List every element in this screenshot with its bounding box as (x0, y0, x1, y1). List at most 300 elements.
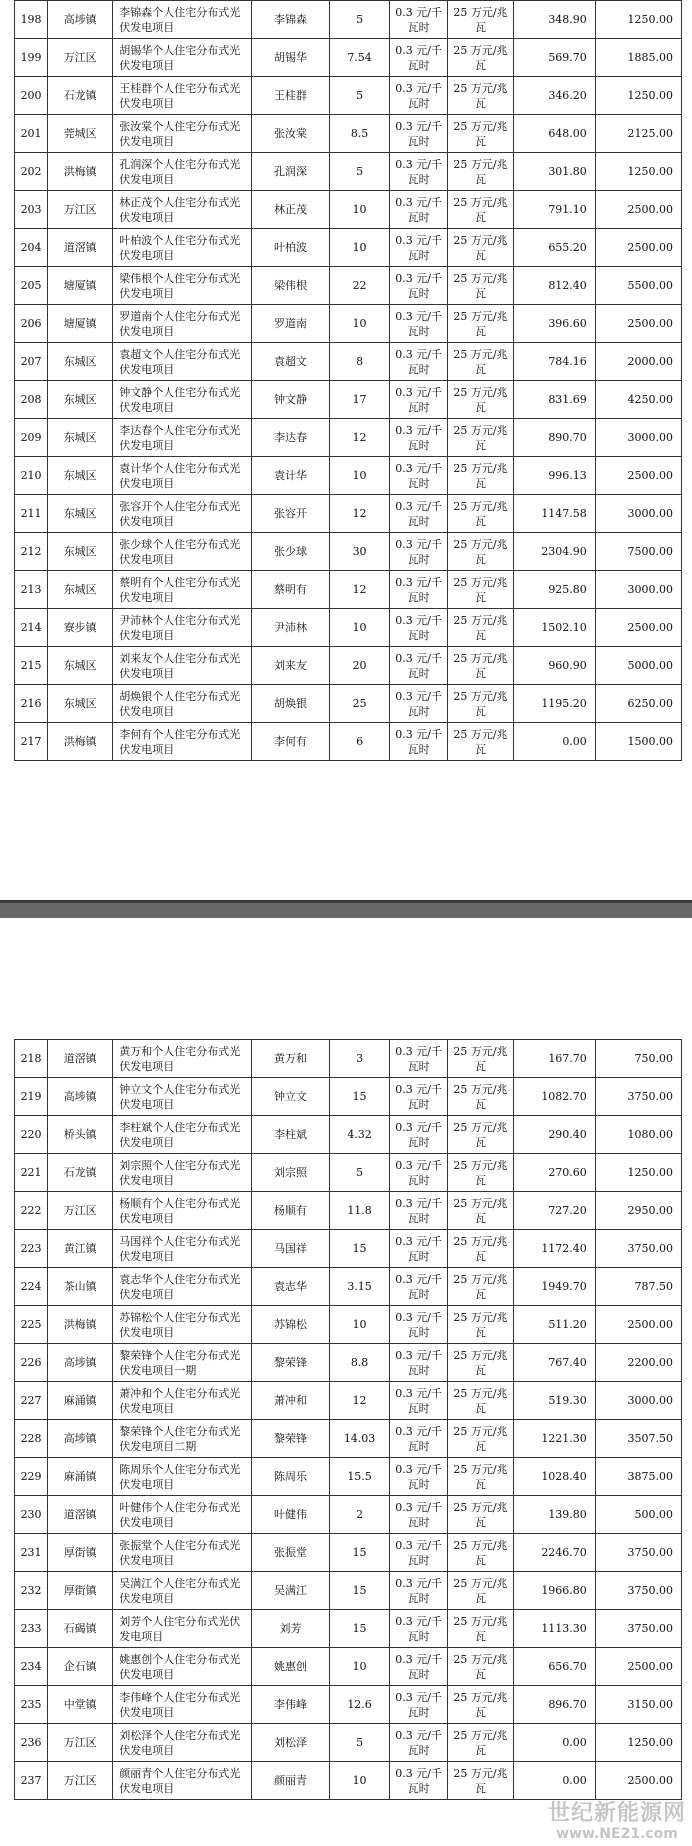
cell-generation: 791.10 (514, 191, 596, 229)
cell-generation: 1172.40 (514, 1230, 596, 1268)
cell-generation: 996.13 (514, 457, 596, 495)
cell-owner: 袁超文 (252, 343, 329, 381)
cell-generation: 569.70 (514, 39, 596, 77)
cell-owner: 孔润深 (252, 153, 329, 191)
cell-amount: 3000.00 (595, 495, 681, 533)
cell-generation: 784.16 (514, 343, 596, 381)
cell-subsidy-rate: 25 万元/兆瓦 (447, 1762, 513, 1800)
document-page-1 (0, 0, 692, 900)
table-row (15, 115, 682, 153)
subsidy-table-page-2 (14, 1039, 682, 1800)
cell-serial-number: 216 (15, 685, 48, 723)
cell-generation: 167.70 (514, 1040, 596, 1078)
cell-generation: 648.00 (514, 115, 596, 153)
cell-capacity: 10 (329, 1648, 390, 1686)
table-row (15, 1192, 682, 1230)
cell-capacity: 12 (329, 1382, 390, 1420)
cell-generation: 346.20 (514, 77, 596, 115)
cell-price: 0.3 元/千瓦时 (390, 1686, 447, 1724)
cell-price: 0.3 元/千瓦时 (390, 609, 447, 647)
cell-project-name: 蔡明有个人住宅分布式光伏发电项目 (113, 571, 252, 609)
cell-capacity: 10 (329, 191, 390, 229)
cell-owner: 陈周乐 (252, 1458, 329, 1496)
cell-amount: 2500.00 (595, 1648, 681, 1686)
cell-price: 0.3 元/千瓦时 (390, 1230, 447, 1268)
cell-price: 0.3 元/千瓦时 (390, 267, 447, 305)
cell-price: 0.3 元/千瓦时 (390, 457, 447, 495)
cell-generation: 890.70 (514, 419, 596, 457)
cell-town: 东城区 (48, 647, 113, 685)
cell-generation: 1949.70 (514, 1268, 596, 1306)
cell-town: 东城区 (48, 495, 113, 533)
cell-town: 塘厦镇 (48, 305, 113, 343)
cell-amount: 500.00 (595, 1496, 681, 1534)
cell-serial-number: 232 (15, 1572, 48, 1610)
subsidy-table-page-1 (14, 0, 682, 761)
cell-serial-number: 219 (15, 1078, 48, 1116)
cell-subsidy-rate: 25 万元/兆瓦 (447, 1306, 513, 1344)
cell-owner: 张容开 (252, 495, 329, 533)
cell-price: 0.3 元/千瓦时 (390, 1610, 447, 1648)
cell-subsidy-rate: 25 万元/兆瓦 (447, 343, 513, 381)
cell-town: 东城区 (48, 533, 113, 571)
cell-capacity: 7.54 (329, 39, 390, 77)
cell-amount: 3507.50 (595, 1420, 681, 1458)
cell-amount: 5000.00 (595, 647, 681, 685)
cell-town: 石龙镇 (48, 77, 113, 115)
cell-subsidy-rate: 25 万元/兆瓦 (447, 191, 513, 229)
cell-town: 高埗镇 (48, 1078, 113, 1116)
cell-town: 桥头镇 (48, 1116, 113, 1154)
cell-price: 0.3 元/千瓦时 (390, 647, 447, 685)
cell-generation: 139.80 (514, 1496, 596, 1534)
cell-project-name: 马国祥个人住宅分布式光伏发电项目 (113, 1230, 252, 1268)
cell-subsidy-rate: 25 万元/兆瓦 (447, 1534, 513, 1572)
cell-capacity: 25 (329, 685, 390, 723)
cell-serial-number: 214 (15, 609, 48, 647)
cell-project-name: 钟立文个人住宅分布式光伏发电项目 (113, 1078, 252, 1116)
cell-capacity: 5 (329, 1724, 390, 1762)
table-row (15, 1268, 682, 1306)
cell-town: 洪梅镇 (48, 723, 113, 761)
cell-town: 东城区 (48, 343, 113, 381)
table-row (15, 267, 682, 305)
cell-price: 0.3 元/千瓦时 (390, 1268, 447, 1306)
cell-owner: 李达春 (252, 419, 329, 457)
cell-owner: 吴满江 (252, 1572, 329, 1610)
cell-town: 万江区 (48, 191, 113, 229)
cell-serial-number: 211 (15, 495, 48, 533)
cell-project-name: 李锦森个人住宅分布式光伏发电项目 (113, 1, 252, 39)
cell-amount: 3000.00 (595, 419, 681, 457)
cell-price: 0.3 元/千瓦时 (390, 723, 447, 761)
cell-project-name: 刘宗照个人住宅分布式光伏发电项目 (113, 1154, 252, 1192)
cell-generation: 396.60 (514, 305, 596, 343)
cell-owner: 颜丽青 (252, 1762, 329, 1800)
cell-amount: 2500.00 (595, 457, 681, 495)
cell-serial-number: 213 (15, 571, 48, 609)
cell-town: 万江区 (48, 1762, 113, 1800)
watermark-url: www.NE21.com (556, 1825, 678, 1842)
cell-amount: 6250.00 (595, 685, 681, 723)
cell-owner: 胡焕银 (252, 685, 329, 723)
cell-capacity: 10 (329, 1306, 390, 1344)
cell-price: 0.3 元/千瓦时 (390, 39, 447, 77)
table-row (15, 1458, 682, 1496)
cell-project-name: 胡焕银个人住宅分布式光伏发电项目 (113, 685, 252, 723)
cell-serial-number: 203 (15, 191, 48, 229)
cell-project-name: 王桂群个人住宅分布式光伏发电项目 (113, 77, 252, 115)
cell-project-name: 黄万和个人住宅分布式光伏发电项目 (113, 1040, 252, 1078)
table-row (15, 1762, 682, 1800)
cell-amount: 4250.00 (595, 381, 681, 419)
cell-subsidy-rate: 25 万元/兆瓦 (447, 1, 513, 39)
cell-price: 0.3 元/千瓦时 (390, 533, 447, 571)
cell-owner: 李锦森 (252, 1, 329, 39)
table-row (15, 381, 682, 419)
cell-price: 0.3 元/千瓦时 (390, 1344, 447, 1382)
cell-subsidy-rate: 25 万元/兆瓦 (447, 1496, 513, 1534)
cell-owner: 黎荣锋 (252, 1344, 329, 1382)
cell-amount: 2500.00 (595, 229, 681, 267)
cell-capacity: 8 (329, 343, 390, 381)
cell-serial-number: 199 (15, 39, 48, 77)
cell-subsidy-rate: 25 万元/兆瓦 (447, 1192, 513, 1230)
table-row (15, 1610, 682, 1648)
cell-price: 0.3 元/千瓦时 (390, 495, 447, 533)
cell-owner: 姚惠创 (252, 1648, 329, 1686)
cell-project-name: 萧冲和个人住宅分布式光伏发电项目 (113, 1382, 252, 1420)
cell-capacity: 15 (329, 1572, 390, 1610)
cell-capacity: 15.5 (329, 1458, 390, 1496)
cell-generation: 519.30 (514, 1382, 596, 1420)
table-row (15, 191, 682, 229)
cell-subsidy-rate: 25 万元/兆瓦 (447, 533, 513, 571)
cell-town: 万江区 (48, 1724, 113, 1762)
cell-town: 道滘镇 (48, 1040, 113, 1078)
cell-price: 0.3 元/千瓦时 (390, 1534, 447, 1572)
cell-generation: 348.90 (514, 1, 596, 39)
cell-project-name: 胡锡华个人住宅分布式光伏发电项目 (113, 39, 252, 77)
cell-serial-number: 222 (15, 1192, 48, 1230)
cell-price: 0.3 元/千瓦时 (390, 381, 447, 419)
cell-serial-number: 223 (15, 1230, 48, 1268)
cell-serial-number: 220 (15, 1116, 48, 1154)
table-row (15, 609, 682, 647)
cell-project-name: 杨顺有个人住宅分布式光伏发电项目 (113, 1192, 252, 1230)
cell-town: 东城区 (48, 457, 113, 495)
cell-amount: 787.50 (595, 1268, 681, 1306)
cell-subsidy-rate: 25 万元/兆瓦 (447, 153, 513, 191)
cell-serial-number: 200 (15, 77, 48, 115)
cell-capacity: 8.5 (329, 115, 390, 153)
cell-owner: 袁计华 (252, 457, 329, 495)
cell-price: 0.3 元/千瓦时 (390, 1420, 447, 1458)
cell-town: 东城区 (48, 381, 113, 419)
cell-owner: 马国祥 (252, 1230, 329, 1268)
cell-serial-number: 210 (15, 457, 48, 495)
table-row (15, 457, 682, 495)
cell-amount: 2500.00 (595, 1762, 681, 1800)
cell-subsidy-rate: 25 万元/兆瓦 (447, 419, 513, 457)
cell-project-name: 李伟峰个人住宅分布式光伏发电项目 (113, 1686, 252, 1724)
cell-project-name: 孔润深个人住宅分布式光伏发电项目 (113, 153, 252, 191)
cell-amount: 5500.00 (595, 267, 681, 305)
cell-owner: 林正茂 (252, 191, 329, 229)
cell-generation: 1147.58 (514, 495, 596, 533)
cell-subsidy-rate: 25 万元/兆瓦 (447, 647, 513, 685)
cell-subsidy-rate: 25 万元/兆瓦 (447, 1344, 513, 1382)
table-row (15, 229, 682, 267)
cell-amount: 2200.00 (595, 1344, 681, 1382)
cell-amount: 3875.00 (595, 1458, 681, 1496)
cell-serial-number: 227 (15, 1382, 48, 1420)
cell-capacity: 3.15 (329, 1268, 390, 1306)
cell-price: 0.3 元/千瓦时 (390, 229, 447, 267)
cell-amount: 7500.00 (595, 533, 681, 571)
cell-serial-number: 201 (15, 115, 48, 153)
cell-town: 石龙镇 (48, 1154, 113, 1192)
cell-project-name: 罗道南个人住宅分布式光伏发电项目 (113, 305, 252, 343)
cell-owner: 尹沛林 (252, 609, 329, 647)
cell-price: 0.3 元/千瓦时 (390, 1762, 447, 1800)
cell-capacity: 5 (329, 153, 390, 191)
cell-owner: 张振堂 (252, 1534, 329, 1572)
cell-serial-number: 205 (15, 267, 48, 305)
cell-town: 万江区 (48, 39, 113, 77)
cell-project-name: 黎荣锋个人住宅分布式光伏发电项目二期 (113, 1420, 252, 1458)
cell-generation: 270.60 (514, 1154, 596, 1192)
cell-project-name: 姚惠创个人住宅分布式光伏发电项目 (113, 1648, 252, 1686)
cell-owner: 萧冲和 (252, 1382, 329, 1420)
cell-serial-number: 218 (15, 1040, 48, 1078)
cell-subsidy-rate: 25 万元/兆瓦 (447, 1230, 513, 1268)
cell-town: 中堂镇 (48, 1686, 113, 1724)
cell-serial-number: 233 (15, 1610, 48, 1648)
cell-subsidy-rate: 25 万元/兆瓦 (447, 1686, 513, 1724)
cell-amount: 1500.00 (595, 723, 681, 761)
table-row (15, 1, 682, 39)
cell-owner: 黄万和 (252, 1040, 329, 1078)
cell-capacity: 8.8 (329, 1344, 390, 1382)
cell-subsidy-rate: 25 万元/兆瓦 (447, 1078, 513, 1116)
cell-owner: 钟文静 (252, 381, 329, 419)
cell-town: 高埗镇 (48, 1344, 113, 1382)
cell-amount: 2000.00 (595, 343, 681, 381)
table-row (15, 685, 682, 723)
cell-capacity: 15 (329, 1534, 390, 1572)
cell-amount: 3750.00 (595, 1230, 681, 1268)
table-row (15, 1724, 682, 1762)
cell-price: 0.3 元/千瓦时 (390, 1648, 447, 1686)
cell-project-name: 张汝棠个人住宅分布式光伏发电项目 (113, 115, 252, 153)
cell-amount: 2500.00 (595, 609, 681, 647)
cell-amount: 3000.00 (595, 1382, 681, 1420)
cell-town: 茶山镇 (48, 1268, 113, 1306)
cell-capacity: 4.32 (329, 1116, 390, 1154)
cell-generation: 960.90 (514, 647, 596, 685)
cell-town: 东城区 (48, 419, 113, 457)
cell-price: 0.3 元/千瓦时 (390, 1116, 447, 1154)
cell-price: 0.3 元/千瓦时 (390, 1306, 447, 1344)
cell-subsidy-rate: 25 万元/兆瓦 (447, 1572, 513, 1610)
cell-capacity: 22 (329, 267, 390, 305)
cell-capacity: 5 (329, 77, 390, 115)
cell-project-name: 梁伟根个人住宅分布式光伏发电项目 (113, 267, 252, 305)
cell-generation: 925.80 (514, 571, 596, 609)
cell-capacity: 12 (329, 419, 390, 457)
cell-project-name: 陈周乐个人住宅分布式光伏发电项目 (113, 1458, 252, 1496)
cell-amount: 2500.00 (595, 191, 681, 229)
cell-subsidy-rate: 25 万元/兆瓦 (447, 1648, 513, 1686)
cell-project-name: 袁志华个人住宅分布式光伏发电项目 (113, 1268, 252, 1306)
cell-generation: 301.80 (514, 153, 596, 191)
cell-town: 高埗镇 (48, 1, 113, 39)
cell-price: 0.3 元/千瓦时 (390, 1078, 447, 1116)
cell-serial-number: 228 (15, 1420, 48, 1458)
cell-project-name: 颜丽青个人住宅分布式光伏发电项目 (113, 1762, 252, 1800)
cell-amount: 3000.00 (595, 571, 681, 609)
table-row (15, 1154, 682, 1192)
cell-project-name: 林正茂个人住宅分布式光伏发电项目 (113, 191, 252, 229)
cell-capacity: 10 (329, 305, 390, 343)
cell-generation: 812.40 (514, 267, 596, 305)
cell-generation: 0.00 (514, 723, 596, 761)
table-row (15, 153, 682, 191)
table-row (15, 1572, 682, 1610)
cell-owner: 叶柏波 (252, 229, 329, 267)
cell-price: 0.3 元/千瓦时 (390, 1040, 447, 1078)
cell-project-name: 刘芳个人住宅分布式光伏发电项目 (113, 1610, 252, 1648)
cell-owner: 蔡明有 (252, 571, 329, 609)
cell-subsidy-rate: 25 万元/兆瓦 (447, 1458, 513, 1496)
table-row (15, 723, 682, 761)
cell-capacity: 12 (329, 495, 390, 533)
table-row (15, 1040, 682, 1078)
cell-town: 石碣镇 (48, 1610, 113, 1648)
cell-owner: 刘芳 (252, 1610, 329, 1648)
cell-serial-number: 217 (15, 723, 48, 761)
cell-serial-number: 237 (15, 1762, 48, 1800)
cell-capacity: 10 (329, 609, 390, 647)
cell-capacity: 12 (329, 571, 390, 609)
cell-town: 万江区 (48, 1192, 113, 1230)
cell-project-name: 李达春个人住宅分布式光伏发电项目 (113, 419, 252, 457)
cell-owner: 苏锦松 (252, 1306, 329, 1344)
table-row (15, 647, 682, 685)
table-row (15, 1078, 682, 1116)
cell-owner: 刘来友 (252, 647, 329, 685)
table-row (15, 419, 682, 457)
cell-capacity: 15 (329, 1230, 390, 1268)
cell-serial-number: 230 (15, 1496, 48, 1534)
cell-generation: 656.70 (514, 1648, 596, 1686)
cell-capacity: 20 (329, 647, 390, 685)
cell-subsidy-rate: 25 万元/兆瓦 (447, 381, 513, 419)
cell-project-name: 李柱斌个人住宅分布式光伏发电项目 (113, 1116, 252, 1154)
cell-capacity: 10 (329, 229, 390, 267)
cell-project-name: 刘来友个人住宅分布式光伏发电项目 (113, 647, 252, 685)
cell-subsidy-rate: 25 万元/兆瓦 (447, 457, 513, 495)
cell-generation: 1195.20 (514, 685, 596, 723)
cell-owner: 张汝棠 (252, 115, 329, 153)
cell-amount: 2950.00 (595, 1192, 681, 1230)
cell-generation: 1966.80 (514, 1572, 596, 1610)
cell-owner: 叶健伟 (252, 1496, 329, 1534)
cell-generation: 2246.70 (514, 1534, 596, 1572)
cell-serial-number: 225 (15, 1306, 48, 1344)
cell-price: 0.3 元/千瓦时 (390, 305, 447, 343)
cell-capacity: 30 (329, 533, 390, 571)
cell-generation: 767.40 (514, 1344, 596, 1382)
cell-subsidy-rate: 25 万元/兆瓦 (447, 1154, 513, 1192)
cell-project-name: 尹沛林个人住宅分布式光伏发电项目 (113, 609, 252, 647)
cell-price: 0.3 元/千瓦时 (390, 1458, 447, 1496)
cell-project-name: 吴满江个人住宅分布式光伏发电项目 (113, 1572, 252, 1610)
cell-capacity: 5 (329, 1154, 390, 1192)
cell-amount: 1250.00 (595, 1, 681, 39)
cell-town: 塘厦镇 (48, 267, 113, 305)
cell-town: 厚街镇 (48, 1572, 113, 1610)
cell-subsidy-rate: 25 万元/兆瓦 (447, 1040, 513, 1078)
cell-project-name: 张少球个人住宅分布式光伏发电项目 (113, 533, 252, 571)
cell-owner: 罗道南 (252, 305, 329, 343)
cell-serial-number: 231 (15, 1534, 48, 1572)
cell-town: 寮步镇 (48, 609, 113, 647)
cell-generation: 1028.40 (514, 1458, 596, 1496)
cell-serial-number: 207 (15, 343, 48, 381)
cell-capacity: 15 (329, 1610, 390, 1648)
cell-serial-number: 208 (15, 381, 48, 419)
table-row (15, 1344, 682, 1382)
cell-subsidy-rate: 25 万元/兆瓦 (447, 77, 513, 115)
cell-capacity: 17 (329, 381, 390, 419)
cell-subsidy-rate: 25 万元/兆瓦 (447, 39, 513, 77)
cell-town: 企石镇 (48, 1648, 113, 1686)
cell-owner: 袁志华 (252, 1268, 329, 1306)
cell-subsidy-rate: 25 万元/兆瓦 (447, 571, 513, 609)
cell-owner: 胡锡华 (252, 39, 329, 77)
cell-capacity: 2 (329, 1496, 390, 1534)
cell-price: 0.3 元/千瓦时 (390, 1724, 447, 1762)
document-page-2 (0, 918, 692, 1846)
cell-subsidy-rate: 25 万元/兆瓦 (447, 305, 513, 343)
cell-serial-number: 229 (15, 1458, 48, 1496)
cell-owner: 李伟峰 (252, 1686, 329, 1724)
cell-serial-number: 221 (15, 1154, 48, 1192)
cell-owner: 杨顺有 (252, 1192, 329, 1230)
cell-project-name: 袁超文个人住宅分布式光伏发电项目 (113, 343, 252, 381)
cell-subsidy-rate: 25 万元/兆瓦 (447, 1382, 513, 1420)
cell-price: 0.3 元/千瓦时 (390, 419, 447, 457)
cell-serial-number: 234 (15, 1648, 48, 1686)
cell-capacity: 6 (329, 723, 390, 761)
cell-price: 0.3 元/千瓦时 (390, 115, 447, 153)
cell-capacity: 14.03 (329, 1420, 390, 1458)
cell-generation: 0.00 (514, 1724, 596, 1762)
cell-amount: 1250.00 (595, 1724, 681, 1762)
cell-subsidy-rate: 25 万元/兆瓦 (447, 115, 513, 153)
table-row (15, 343, 682, 381)
cell-serial-number: 202 (15, 153, 48, 191)
cell-capacity: 15 (329, 1078, 390, 1116)
cell-capacity: 10 (329, 457, 390, 495)
cell-generation: 831.69 (514, 381, 596, 419)
cell-owner: 王桂群 (252, 77, 329, 115)
cell-serial-number: 235 (15, 1686, 48, 1724)
cell-project-name: 苏锦松个人住宅分布式光伏发电项目 (113, 1306, 252, 1344)
cell-capacity: 11.8 (329, 1192, 390, 1230)
